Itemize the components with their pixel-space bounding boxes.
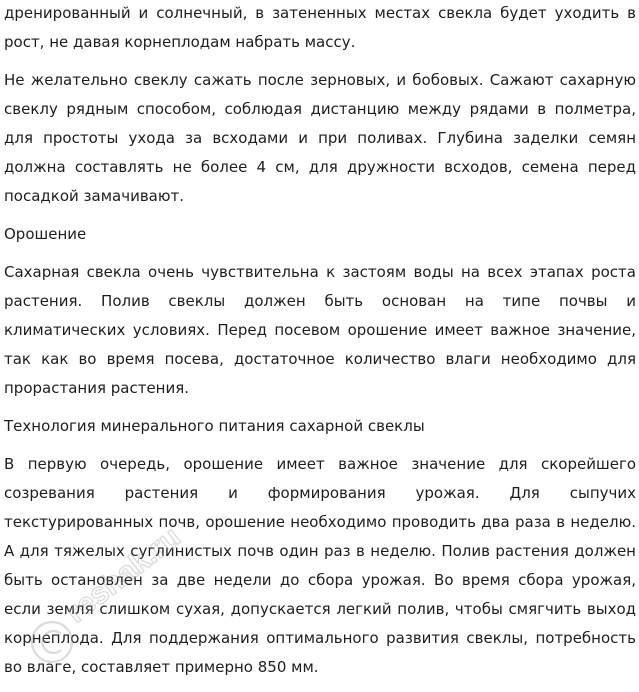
- paragraph-soil: дренированный и солнечный, в затененных местах свекла будет уходить в рост, не давая корнеплодам набрать массу.: [4, 4, 636, 51]
- paragraph-irrigation: Сахарная свекла очень чувствительна к застоям воды на всех этапах роста растения. Полив свеклы должен быть основан на типе почвы и климатических условиях. Перед посевом орошение имеет важное значение, так как во время посева, достаточное количество влаги необходимо для прорастания растения.: [4, 263, 636, 397]
- heading-irrigation: Орошение: [4, 225, 87, 243]
- paragraph-watering-schedule: В первую очередь, орошение имеет важное значение для скорейшего созревания растения и формирования урожая. Для сыпучих текстурированных почв, орошение необходимо проводить два раза в неделю. А для тяжелых суглинистых почв один раз в неделю. Полив растения должен быть остановлен за две недели до сбора урожая. Во время сбора урожая, если земля слишком сухая, допускается легкий полив, чтобы смягчить выход корнеплода. Для поддержания оптимального развития свеклы, потребность во влаге, составляет примерно 850 мм.: [4, 455, 636, 676]
- watermark-text: reshak.ru: [59, 520, 187, 630]
- article-body: [4, 0, 636, 682]
- paragraph-planting: Не желательно свеклу сажать после зерновых, и бобовых. Сажают сахарную свеклу рядным способом, соблюдая дистанцию между рядами в полметра, для простоты ухода за всходами и при поливах. Глубина заделки семян должна составлять не более 4 см, для дружности всходов, семена перед посадкой замачивают.: [4, 71, 636, 205]
- heading-mineral-nutrition: Технология минерального питания сахарной свеклы: [4, 417, 425, 435]
